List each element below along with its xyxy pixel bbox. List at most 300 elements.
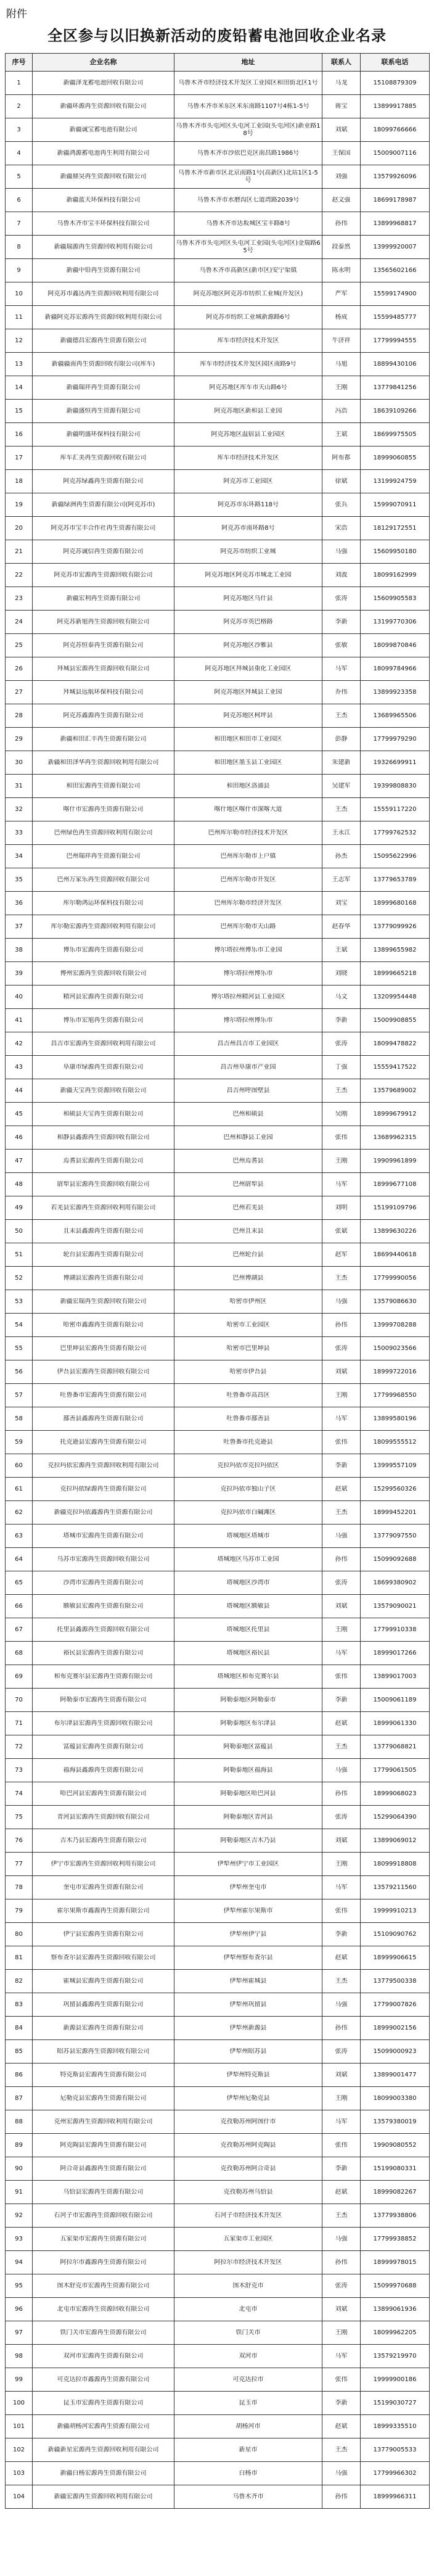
cell-company-name-text: 新疆胡杨河宏源再生资源有限公司 xyxy=(57,2422,150,2430)
cell-index xyxy=(6,2298,33,2321)
cell-company-name xyxy=(33,775,174,798)
cell-index-text: 96 xyxy=(15,2305,23,2313)
cell-address-text: 塔城地区乌苏市工业园 xyxy=(217,1555,279,1563)
cell-phone-text: 13779653789 xyxy=(373,876,417,883)
cell-phone xyxy=(361,1806,430,1829)
cell-address xyxy=(174,165,322,189)
cell-contact xyxy=(322,1595,361,1618)
cell-address xyxy=(174,2438,322,2462)
table-row xyxy=(6,212,430,236)
table-row xyxy=(6,1314,430,1337)
cell-phone xyxy=(361,2345,430,2368)
cell-contact xyxy=(322,1806,361,1829)
cell-phone xyxy=(361,1478,430,1501)
table-row xyxy=(6,1993,430,2017)
cell-phone xyxy=(361,517,430,540)
cell-address xyxy=(174,1079,322,1103)
cell-contact-text: 赵斌 xyxy=(335,1954,348,1961)
cell-contact xyxy=(322,986,361,1009)
cell-address-text: 胡杨河市 xyxy=(235,2422,261,2430)
cell-address-text: 巴州库尔勒市开发区 xyxy=(220,876,276,883)
cell-index-text: 82 xyxy=(15,1977,23,1985)
cell-phone-text: 13579689002 xyxy=(373,1087,417,1094)
cell-address-text: 博尔塔拉州博乐市工业园 xyxy=(214,946,282,953)
cell-address-text: 阿克苏地区新和县工业园 xyxy=(214,407,282,414)
cell-index-text: 51 xyxy=(15,1251,23,1258)
cell-company-name xyxy=(33,1032,174,1056)
cell-phone-text: 15609950180 xyxy=(373,548,417,555)
table-row xyxy=(6,493,430,517)
cell-company-name xyxy=(33,634,174,657)
cell-index xyxy=(6,72,33,95)
cell-phone xyxy=(361,986,430,1009)
table-row xyxy=(6,95,430,118)
cell-address-text: 巴州和硕县 xyxy=(232,1110,264,1117)
cell-index xyxy=(6,1735,33,1759)
cell-phone xyxy=(361,1923,430,1946)
header-phone: 联系电话 xyxy=(361,54,430,72)
cell-company-name xyxy=(33,95,174,118)
cell-phone-text: 15009007116 xyxy=(373,149,417,157)
cell-address-text: 阿克苏市南环路8号 xyxy=(221,524,275,532)
table-row xyxy=(6,986,430,1009)
cell-index xyxy=(6,775,33,798)
cell-address-text: 巴州且末县 xyxy=(232,1227,264,1235)
cell-address-text: 巴州尉犁县 xyxy=(232,1180,264,1188)
cell-index xyxy=(6,1665,33,1689)
cell-address-text: 阿克苏地区阿克苏市城北工业园 xyxy=(205,571,292,578)
cell-index xyxy=(6,1853,33,1876)
cell-index-text: 25 xyxy=(15,641,23,649)
cell-contact xyxy=(322,1079,361,1103)
cell-contact xyxy=(322,1314,361,1337)
cell-address-text: 乌鲁木齐市新市区北京南路1号(高新区)北站1区1-5号 xyxy=(178,169,318,184)
cell-company-name-text: 新疆鸿源蓄电池再生利用有限公司 xyxy=(57,149,150,157)
cell-contact-text: 牛济祥 xyxy=(332,337,351,344)
cell-index xyxy=(6,1009,33,1032)
cell-contact xyxy=(322,2087,361,2110)
cell-index xyxy=(6,2485,33,2509)
table-row xyxy=(6,1525,430,1548)
cell-contact xyxy=(322,1665,361,1689)
cell-address-text: 昌吉州昌吉市工业园区 xyxy=(217,1040,279,1047)
cell-index-text: 46 xyxy=(15,1134,23,1141)
cell-address xyxy=(174,1314,322,1337)
cell-contact xyxy=(322,142,361,165)
cell-contact-text: 刘斌 xyxy=(335,2305,348,2313)
cell-address-text: 塔城地区额敏县 xyxy=(226,1602,270,1610)
cell-company-name xyxy=(33,282,174,306)
cell-phone xyxy=(361,2064,430,2087)
cell-contact xyxy=(322,1759,361,1782)
cell-contact xyxy=(322,634,361,657)
cell-phone-text: 18999665218 xyxy=(373,969,417,977)
cell-address xyxy=(174,236,322,259)
cell-index-text: 24 xyxy=(15,618,23,625)
table-row xyxy=(6,1923,430,1946)
cell-index-text: 34 xyxy=(15,852,23,860)
table-row xyxy=(6,72,430,95)
cell-address-text: 克拉玛依市克拉玛依区 xyxy=(217,1462,279,1469)
cell-index xyxy=(6,95,33,118)
cell-phone xyxy=(361,1009,430,1032)
cell-phone-text: 18999722016 xyxy=(373,1368,417,1375)
cell-phone xyxy=(361,1689,430,1712)
cell-index xyxy=(6,798,33,821)
cell-index xyxy=(6,868,33,892)
cell-contact-text: 彭静 xyxy=(335,735,348,743)
cell-contact-text: 马军 xyxy=(335,1180,348,1188)
cell-company-name-text: 新疆鼎昊再生资源回收有限公司 xyxy=(60,173,147,180)
cell-index-text: 29 xyxy=(15,735,23,743)
table-row xyxy=(6,2298,430,2321)
cell-company-name xyxy=(33,212,174,236)
cell-address-text: 巴州博湖县 xyxy=(232,1274,264,1282)
cell-company-name xyxy=(33,564,174,587)
cell-index xyxy=(6,1829,33,1853)
table-row xyxy=(6,1009,430,1032)
cell-address-text: 乌鲁木齐市头屯河区头屯河工业园(头屯河区)金瑞路65号 xyxy=(176,239,321,254)
cell-phone-text: 18099918808 xyxy=(373,1860,417,1867)
cell-index xyxy=(6,704,33,728)
table-row xyxy=(6,2064,430,2087)
cell-company-name xyxy=(33,2204,174,2228)
cell-contact xyxy=(322,2251,361,2274)
cell-index-text: 44 xyxy=(15,1087,23,1094)
cell-phone xyxy=(361,1525,430,1548)
cell-company-name xyxy=(33,939,174,962)
cell-index-text: 83 xyxy=(15,2001,23,2008)
cell-index-text: 69 xyxy=(15,1673,23,1680)
cell-company-name xyxy=(33,1267,174,1290)
cell-company-name xyxy=(33,2415,174,2438)
cell-contact-text: 孙伟 xyxy=(335,220,348,227)
cell-phone-text: 13779938806 xyxy=(373,2212,417,2219)
cell-index-text: 26 xyxy=(15,665,23,672)
cell-company-name xyxy=(33,681,174,704)
cell-index-text: 53 xyxy=(15,1298,23,1305)
cell-phone-text: 17799994555 xyxy=(373,337,417,344)
cell-company-name xyxy=(33,2157,174,2181)
cell-company-name-text: 克拉玛依绿源再生资源有限公司 xyxy=(60,1485,147,1492)
cell-company-name xyxy=(33,1079,174,1103)
cell-contact xyxy=(322,1571,361,1595)
cell-contact-text: 刘晓 xyxy=(335,969,348,977)
cell-index xyxy=(6,1290,33,1314)
table-row xyxy=(6,1735,430,1759)
cell-address-text: 阿克苏市英巴格路 xyxy=(223,618,273,625)
cell-address xyxy=(174,142,322,165)
cell-address xyxy=(174,540,322,564)
cell-company-name-text: 新疆诚宝蓄电池有限公司 xyxy=(69,126,137,133)
cell-phone xyxy=(361,2298,430,2321)
cell-index-text: 76 xyxy=(15,1837,23,1844)
cell-address-text: 吐鲁番市托克逊县 xyxy=(223,1438,273,1446)
cell-phone xyxy=(361,1173,430,1196)
cell-address-text: 博尔塔拉州博乐市 xyxy=(223,1016,273,1024)
cell-company-name xyxy=(33,1993,174,2017)
table-row xyxy=(6,1478,430,1501)
cell-contact-text: 李新 xyxy=(335,618,348,625)
cell-company-name-text: 巴里坤县宏源再生资源有限公司 xyxy=(60,1344,147,1352)
cell-company-name xyxy=(33,1782,174,1806)
cell-address xyxy=(174,587,322,611)
cell-phone-text: 13199770306 xyxy=(373,618,417,625)
cell-index xyxy=(6,165,33,189)
cell-index xyxy=(6,2157,33,2181)
cell-contact xyxy=(322,306,361,329)
cell-company-name-text: 阿合奇县鑫源再生资源有限公司 xyxy=(60,2165,147,2172)
cell-index-text: 91 xyxy=(15,2188,23,2195)
cell-address xyxy=(174,2321,322,2345)
cell-index-text: 79 xyxy=(15,1907,23,1914)
cell-company-name-text: 阿克苏诚信再生资源有限公司 xyxy=(63,548,144,555)
cell-index xyxy=(6,611,33,634)
cell-company-name-text: 和田宏源再生资源有限公司 xyxy=(66,782,141,789)
cell-address-text: 哈密市工业园区 xyxy=(226,1321,270,1328)
cell-contact xyxy=(322,95,361,118)
cell-index xyxy=(6,329,33,353)
cell-contact-text: 张斌 xyxy=(335,1227,348,1235)
cell-contact xyxy=(322,423,361,446)
cell-phone xyxy=(361,353,430,376)
cell-phone-text: 13579380019 xyxy=(373,2118,417,2125)
cell-company-name-text: 霍尔果斯市鑫源再生资源有限公司 xyxy=(57,1907,150,1914)
cell-contact-text: 李新 xyxy=(335,1930,348,1938)
cell-phone xyxy=(361,681,430,704)
cell-address xyxy=(174,1056,322,1079)
cell-index-text: 3 xyxy=(17,126,21,133)
cell-company-name xyxy=(33,1618,174,1642)
cell-company-name xyxy=(33,1150,174,1173)
cell-contact xyxy=(322,1712,361,1735)
cell-address xyxy=(174,681,322,704)
cell-index xyxy=(6,423,33,446)
table-row xyxy=(6,2228,430,2251)
cell-index xyxy=(6,1618,33,1642)
cell-company-name xyxy=(33,2017,174,2040)
cell-phone xyxy=(361,611,430,634)
cell-index-text: 77 xyxy=(15,1860,23,1867)
cell-address xyxy=(174,2368,322,2392)
cell-company-name xyxy=(33,1642,174,1665)
cell-phone xyxy=(361,1618,430,1642)
cell-index xyxy=(6,821,33,845)
cell-contact xyxy=(322,1056,361,1079)
table-row xyxy=(6,1267,430,1290)
cell-company-name-text: 新疆疆南再生资源回收有限公司(库车) xyxy=(51,360,155,368)
cell-phone-text: 13899061936 xyxy=(373,2305,417,2313)
cell-company-name-text: 新疆环源再生资源回收有限公司 xyxy=(60,102,147,110)
cell-contact xyxy=(322,493,361,517)
cell-contact xyxy=(322,1525,361,1548)
cell-address xyxy=(174,2064,322,2087)
cell-phone xyxy=(361,1548,430,1571)
cell-contact-text: 张伟 xyxy=(335,1907,348,1914)
cell-company-name-text: 阿克苏绿鑫再生资源有限公司 xyxy=(63,477,144,485)
cell-phone xyxy=(361,1876,430,1899)
cell-address-text: 阿克苏市纺织工业城 xyxy=(220,548,276,555)
cell-contact-text: 赵文强 xyxy=(332,196,351,204)
cell-company-name xyxy=(33,329,174,353)
cell-address xyxy=(174,1126,322,1150)
cell-index xyxy=(6,2321,33,2345)
cell-phone xyxy=(361,1454,430,1478)
table-row xyxy=(6,845,430,868)
cell-address xyxy=(174,1384,322,1407)
cell-index-text: 22 xyxy=(15,571,23,578)
cell-phone-text: 15999070911 xyxy=(373,501,417,508)
cell-index xyxy=(6,2274,33,2298)
cell-company-name xyxy=(33,751,174,775)
cell-address xyxy=(174,306,322,329)
cell-company-name xyxy=(33,2110,174,2134)
cell-phone-text: 13579086630 xyxy=(373,1298,417,1305)
cell-phone xyxy=(361,2204,430,2228)
cell-contact xyxy=(322,118,361,142)
cell-index xyxy=(6,2181,33,2204)
cell-index-text: 86 xyxy=(15,2071,23,2078)
cell-company-name-text: 巩留县鑫源再生资源有限公司 xyxy=(63,2001,144,2008)
cell-company-name xyxy=(33,1923,174,1946)
cell-phone-text: 15009023566 xyxy=(373,1344,417,1352)
cell-company-name-text: 塔城市宏源再生资源有限公司 xyxy=(63,1532,144,1539)
cell-index xyxy=(6,1806,33,1829)
cell-company-name-text: 新疆瑞祥再生资源有限公司 xyxy=(66,384,141,391)
cell-contact-text: 马强 xyxy=(335,1298,348,1305)
cell-contact-text: 马强 xyxy=(335,1766,348,1774)
cell-phone-text: 13899580196 xyxy=(373,1415,417,1422)
cell-contact xyxy=(322,1243,361,1267)
table-row xyxy=(6,470,430,493)
cell-phone-text: 15108879309 xyxy=(373,79,417,86)
table-row xyxy=(6,165,430,189)
cell-company-name xyxy=(33,1220,174,1243)
cell-contact xyxy=(322,2392,361,2415)
cell-phone xyxy=(361,587,430,611)
cell-address xyxy=(174,353,322,376)
cell-index xyxy=(6,353,33,376)
cell-address-text: 白杨市 xyxy=(239,2469,258,2477)
cell-contact xyxy=(322,1431,361,1454)
table-row xyxy=(6,1689,430,1712)
cell-index-text: 100 xyxy=(12,2399,25,2406)
cell-contact-text: 丁强 xyxy=(335,1063,348,1071)
cell-company-name xyxy=(33,986,174,1009)
cell-address-text: 伊犁州伊宁市工业园区 xyxy=(217,1860,279,1867)
table-row xyxy=(6,2181,430,2204)
cell-contact xyxy=(322,470,361,493)
cell-index xyxy=(6,915,33,939)
cell-company-name-text: 新疆德昌宏源再生资源有限公司 xyxy=(60,337,147,344)
cell-address xyxy=(174,986,322,1009)
cell-index-text: 48 xyxy=(15,1180,23,1188)
cell-address-text: 阿勒泰地区吉木乃县 xyxy=(220,1837,276,1844)
cell-company-name-text: 新疆天宝再生资源回收有限公司 xyxy=(60,1087,147,1094)
table-row xyxy=(6,2415,430,2438)
cell-index-text: 104 xyxy=(12,2493,25,2500)
cell-index-text: 50 xyxy=(15,1227,23,1235)
cell-index-text: 40 xyxy=(15,993,23,1000)
cell-address xyxy=(174,2204,322,2228)
enterprise-table xyxy=(5,53,430,2509)
cell-index xyxy=(6,2345,33,2368)
cell-company-name xyxy=(33,1431,174,1454)
cell-company-name-text: 新疆宏瑞再生资源回收有限公司 xyxy=(60,1298,147,1305)
table-row xyxy=(6,1876,430,1899)
cell-index xyxy=(6,1407,33,1431)
cell-index xyxy=(6,2064,33,2087)
cell-address-text: 塔城地区托里县 xyxy=(226,1626,270,1633)
cell-phone xyxy=(361,775,430,798)
table-row xyxy=(6,2274,430,2298)
cell-company-name xyxy=(33,1735,174,1759)
cell-phone-text: 18999082267 xyxy=(373,2188,417,2195)
cell-phone-text: 13779005533 xyxy=(373,2446,417,2453)
table-row xyxy=(6,329,430,353)
cell-phone-text: 15559417522 xyxy=(373,1063,417,1071)
cell-phone xyxy=(361,704,430,728)
cell-phone xyxy=(361,1946,430,1970)
cell-company-name xyxy=(33,1314,174,1337)
table-row xyxy=(6,1173,430,1196)
cell-phone-text: 18699440618 xyxy=(373,1251,417,1258)
cell-address-text: 乌鲁木齐市头屯河区头屯河工业园(头屯河区)新业路18号 xyxy=(176,122,321,137)
cell-contact xyxy=(322,1829,361,1853)
cell-address-text: 阿克苏市纺织工业城新源路6号 xyxy=(206,313,290,321)
cell-phone xyxy=(361,2251,430,2274)
cell-address-text: 阿克苏地区沙雅县 xyxy=(223,641,273,649)
cell-phone-text: 18999068023 xyxy=(373,1790,417,1797)
cell-phone-text: 13209954448 xyxy=(373,993,417,1000)
cell-phone xyxy=(361,2392,430,2415)
cell-company-name-text: 库尔勒宏源再生资源回收利用有限公司 xyxy=(51,923,156,930)
cell-phone-text: 17799968550 xyxy=(373,1391,417,1399)
cell-address-text: 阿克苏地区阿克苏市纺织工业城(开发区) xyxy=(193,290,303,297)
cell-phone-text: 15099092688 xyxy=(373,1555,417,1563)
cell-company-name-text: 霍城县宏源再生资源有限公司 xyxy=(63,1977,144,1985)
cell-contact xyxy=(322,2228,361,2251)
cell-index-text: 80 xyxy=(15,1930,23,1938)
cell-company-name xyxy=(33,493,174,517)
cell-phone-text: 18099162999 xyxy=(373,571,417,578)
cell-phone-text: 18099870846 xyxy=(373,641,417,649)
cell-address xyxy=(174,1853,322,1876)
cell-phone xyxy=(361,540,430,564)
cell-address-text: 巴州焉耆县 xyxy=(232,1157,264,1164)
cell-contact-text: 刘明 xyxy=(335,1204,348,1211)
cell-index xyxy=(6,1642,33,1665)
cell-address-text: 博尔塔拉州博乐市 xyxy=(223,969,273,977)
cell-address xyxy=(174,1618,322,1642)
cell-contact-text: 刘斌 xyxy=(335,1837,348,1844)
cell-company-name-text: 昌吉市宏源再生资源回收利用有限公司 xyxy=(51,1040,156,1047)
table-row xyxy=(6,1665,430,1689)
cell-phone-text: 13899001477 xyxy=(373,2071,417,2078)
cell-address-text: 阿克苏市工业园区 xyxy=(223,477,273,485)
cell-company-name xyxy=(33,821,174,845)
cell-index-text: 65 xyxy=(15,1579,23,1586)
cell-address-text: 乌鲁木齐市沙依巴克区南昌路1986号 xyxy=(197,149,300,157)
cell-company-name xyxy=(33,2438,174,2462)
cell-phone-text: 15599174900 xyxy=(373,290,417,297)
cell-index xyxy=(6,1267,33,1290)
cell-index-text: 81 xyxy=(15,1954,23,1961)
cell-address-text: 阿拉尔市经济技术开发区 xyxy=(214,2258,282,2266)
cell-company-name-text: 察布查尔县宏源再生资源回收有限公司 xyxy=(51,1954,156,1961)
cell-company-name-text: 特克斯县宏源再生资源有限公司 xyxy=(60,2071,147,2078)
cell-index-text: 99 xyxy=(15,2376,23,2383)
